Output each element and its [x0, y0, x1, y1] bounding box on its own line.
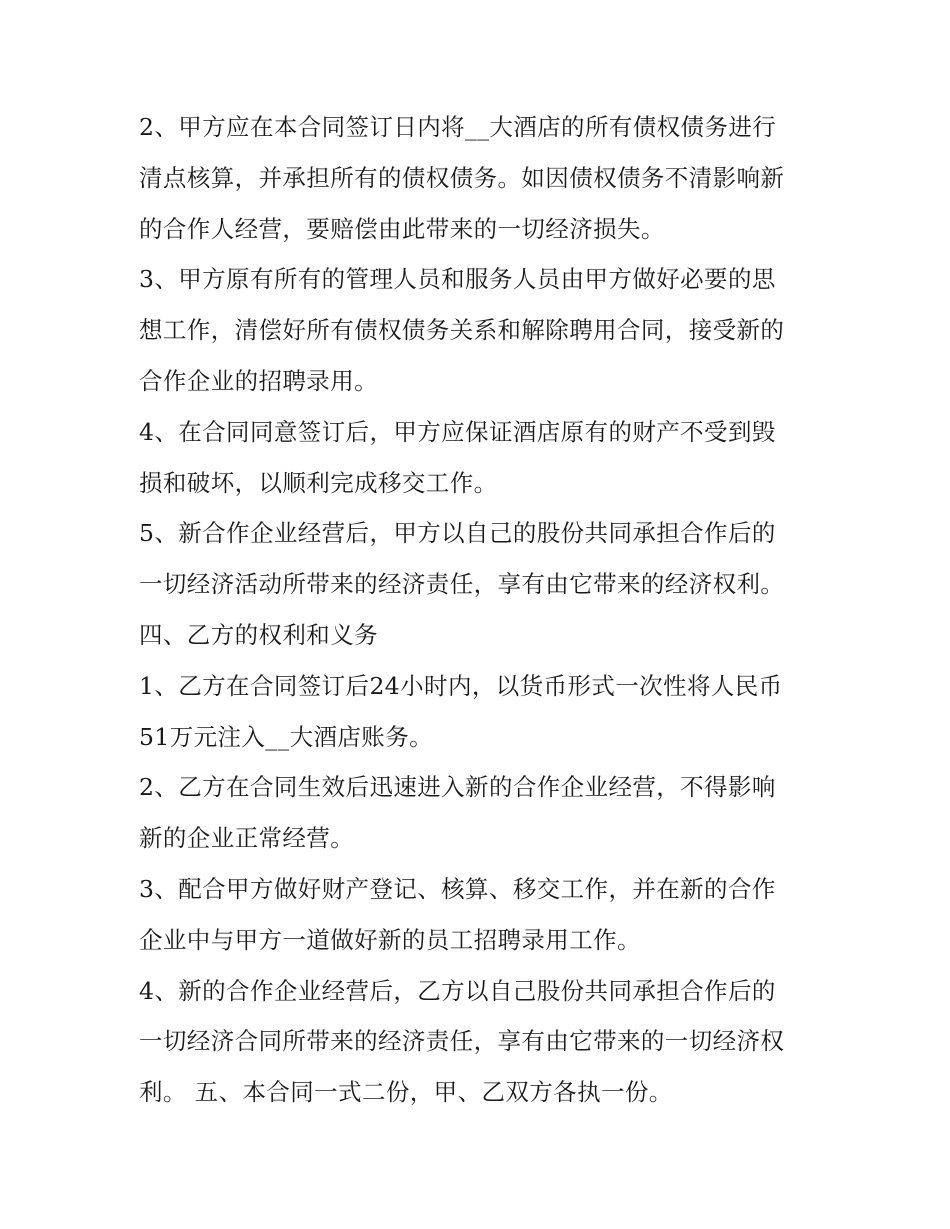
text-line: 的合作人经营，要赔偿由此带来的一切经济损失。 [139, 214, 665, 243]
text-line: 合作企业的招聘录用。 [139, 366, 378, 395]
text-line: 2、乙方在合同生效后迅速进入新的合作企业经营，不得影响 [139, 773, 776, 802]
text-line: 1、乙方在合同签订后24小时内，以货币形式一次性将人民币 [139, 671, 783, 700]
text-line: 4、新的合作企业经营后，乙方以自己股份共同承担合作后的 [139, 976, 776, 1005]
text-line: 4、在合同同意签订后，甲方应保证酒店原有的财产不受到毁 [139, 417, 776, 446]
text-line: 51万元注入__大酒店账务。 [139, 722, 434, 751]
text-line: 想工作，清偿好所有债权债务关系和解除聘用合同，接受新的 [139, 316, 785, 345]
text-line: 企业中与甲方一道做好新的员工招聘录用工作。 [139, 925, 641, 954]
text-line: 一切经济活动所带来的经济责任，享有由它带来的经济权利。 [139, 570, 785, 599]
text-line: 3、配合甲方做好财产登记、核算、移交工作，并在新的合作 [139, 874, 776, 903]
document-body [139, 102, 819, 1118]
text-line: 损和破坏，以顺利完成移交工作。 [139, 468, 498, 497]
text-line: 新的企业正常经营。 [139, 824, 355, 853]
text-line: 2、甲方应在本合同签订日内将__大酒店的所有债权债务进行 [139, 113, 777, 141]
text-line: 3、甲方原有所有的管理人员和服务人员由甲方做好必要的思 [139, 265, 776, 294]
text-line: 清点核算，并承担所有的债权债务。如因债权债务不清影响新 [139, 163, 785, 192]
text-line: 5、新合作企业经营后，甲方以自己的股份共同承担合作后的 [139, 519, 776, 548]
text-line: 利。 五、本合同一式二份，甲、乙双方各执一份。 [139, 1078, 673, 1107]
text-line: 一切经济合同所带来的经济责任，享有由它带来的一切经济权 [139, 1027, 785, 1056]
section-heading: 四、乙方的权利和义务 [139, 620, 378, 649]
